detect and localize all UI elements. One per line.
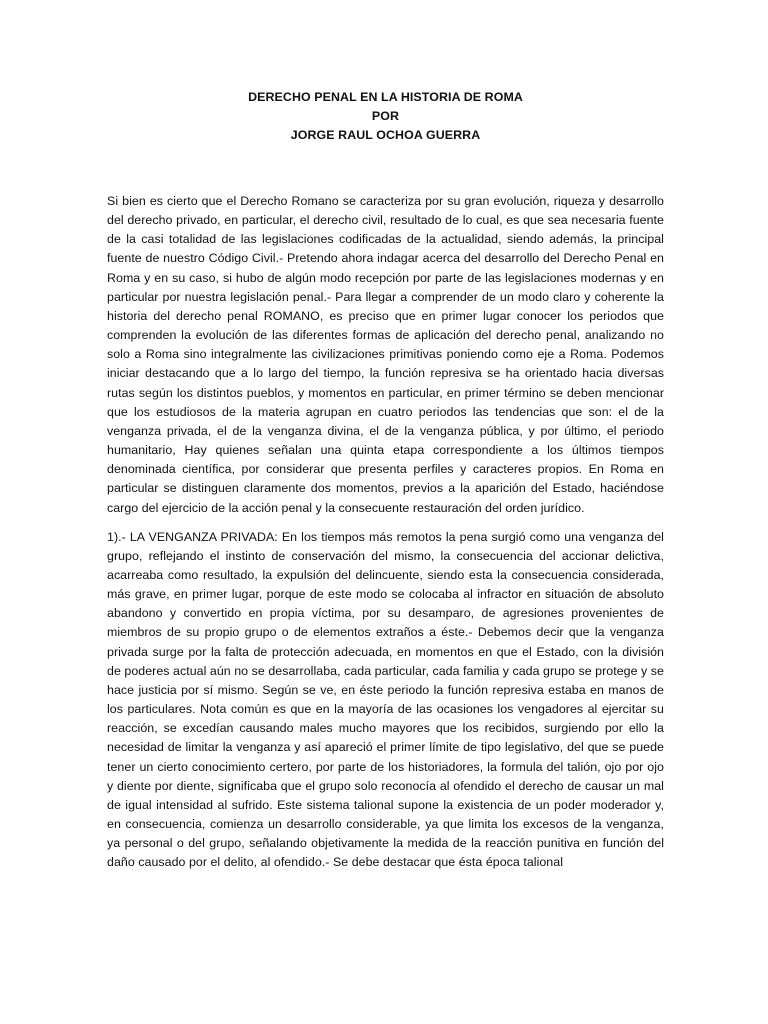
document-title-por: POR — [371, 109, 400, 123]
document-title: DERECHO PENAL EN LA HISTORIA DE ROMA — [248, 90, 523, 104]
document-title-block — [107, 88, 664, 145]
document-author: JORGE RAUL OCHOA GUERRA — [290, 128, 481, 142]
document-body — [107, 192, 664, 872]
paragraph-venganza-privada: 1).- LA VENGANZA PRIVADA: En los tiempos más remotos la pena surgió como una venganza del grupo, reflejando el instinto de conservación del mismo, la consecuencia del accionar delictiva, acarreaba como resultado, la expulsión del delincuente, siendo esta la consecuencia considerada, más grave, en primer lugar, porque de este modo se colocaba al infractor en situación de absoluto abandono y convertido en propia víctima, por su desamparo, de agresiones provenientes de miembros de su propio grupo o de elementos extraños a éste.- Debemos decir que la venganza privada surge por la falta de protección adecuada, en momentos en que el Estado, con la división de poderes actual aún no se desarrollaba, cada particular, cada familia y cada grupo se protege y se hace justicia por sí mismo. Según se ve, en éste periodo la función represiva estaba en manos de los particulares. Nota común es que en la mayoría de las ocasiones los vengadores al ejercitar su reacción, se excedían causando males mucho mayores que los recibidos, surgiendo por ello la necesidad de limitar la venganza y así apareció el primer límite de tipo legislativo, del que se puede tener un cierto conocimiento certero, por parte de los historiadores, la formula del talión, ojo por ojo y diente por diente, significaba que el grupo solo reconocía al ofendido el derecho de causar un mal de igual intensidad al sufrido. Este sistema talional supone la existencia de un poder moderador y, en consecuencia, comienza un desarrollo considerable, ya que limita los excesos de la venganza, ya personal o del grupo, señalando objetivamente la medida de la reacción punitiva en función del daño causado por el delito, al ofendido.- Se debe destacar que ésta época talional — [107, 529, 664, 870]
paragraph-intro: Si bien es cierto que el Derecho Romano se caracteriza por su gran evolución, riqueza y desarrollo del derecho privado, en particular, el derecho civil, resultado de lo cual, es que sea necesaria fuente de la casi totalidad de las legislaciones codificadas de la actualidad, siendo además, la principal fuente de nuestro Código Civil.- Pretendo ahora indagar acerca del desarrollo del Derecho Penal en Roma y en su caso, si hubo de algún modo recepción por parte de las legislaciones modernas y en particular por nuestra legislación penal.- Para llegar a comprender de un modo claro y coherente la historia del derecho penal ROMANO, es preciso que en primer lugar conocer los periodos que comprenden la evolución de las diferentes formas de aplicación del derecho penal, analizando no solo a Roma sino integralmente las civilizaciones primitivas poniendo como eje a Roma. Podemos iniciar destacando que a lo largo del tiempo, la función represiva se ha orientado hacia diversas rutas según los distintos pueblos, y momentos en particular, en primer término se deben mencionar que los estudiosos de la materia agrupan en cuatro periodos las tendencias que son: el de la venganza privada, el de la venganza divina, el de la venganza pública, y por último, el periodo humanitario, Hay quienes señalan una quinta etapa correspondiente a los últimos tiempos denominada científica, por considerar que presenta perfiles y caracteres propios. En Roma en particular se distinguen claramente dos momentos, previos a la aparición del Estado, haciéndose cargo del ejercicio de la acción penal y la consecuente restauración del orden jurídico. — [107, 194, 664, 515]
